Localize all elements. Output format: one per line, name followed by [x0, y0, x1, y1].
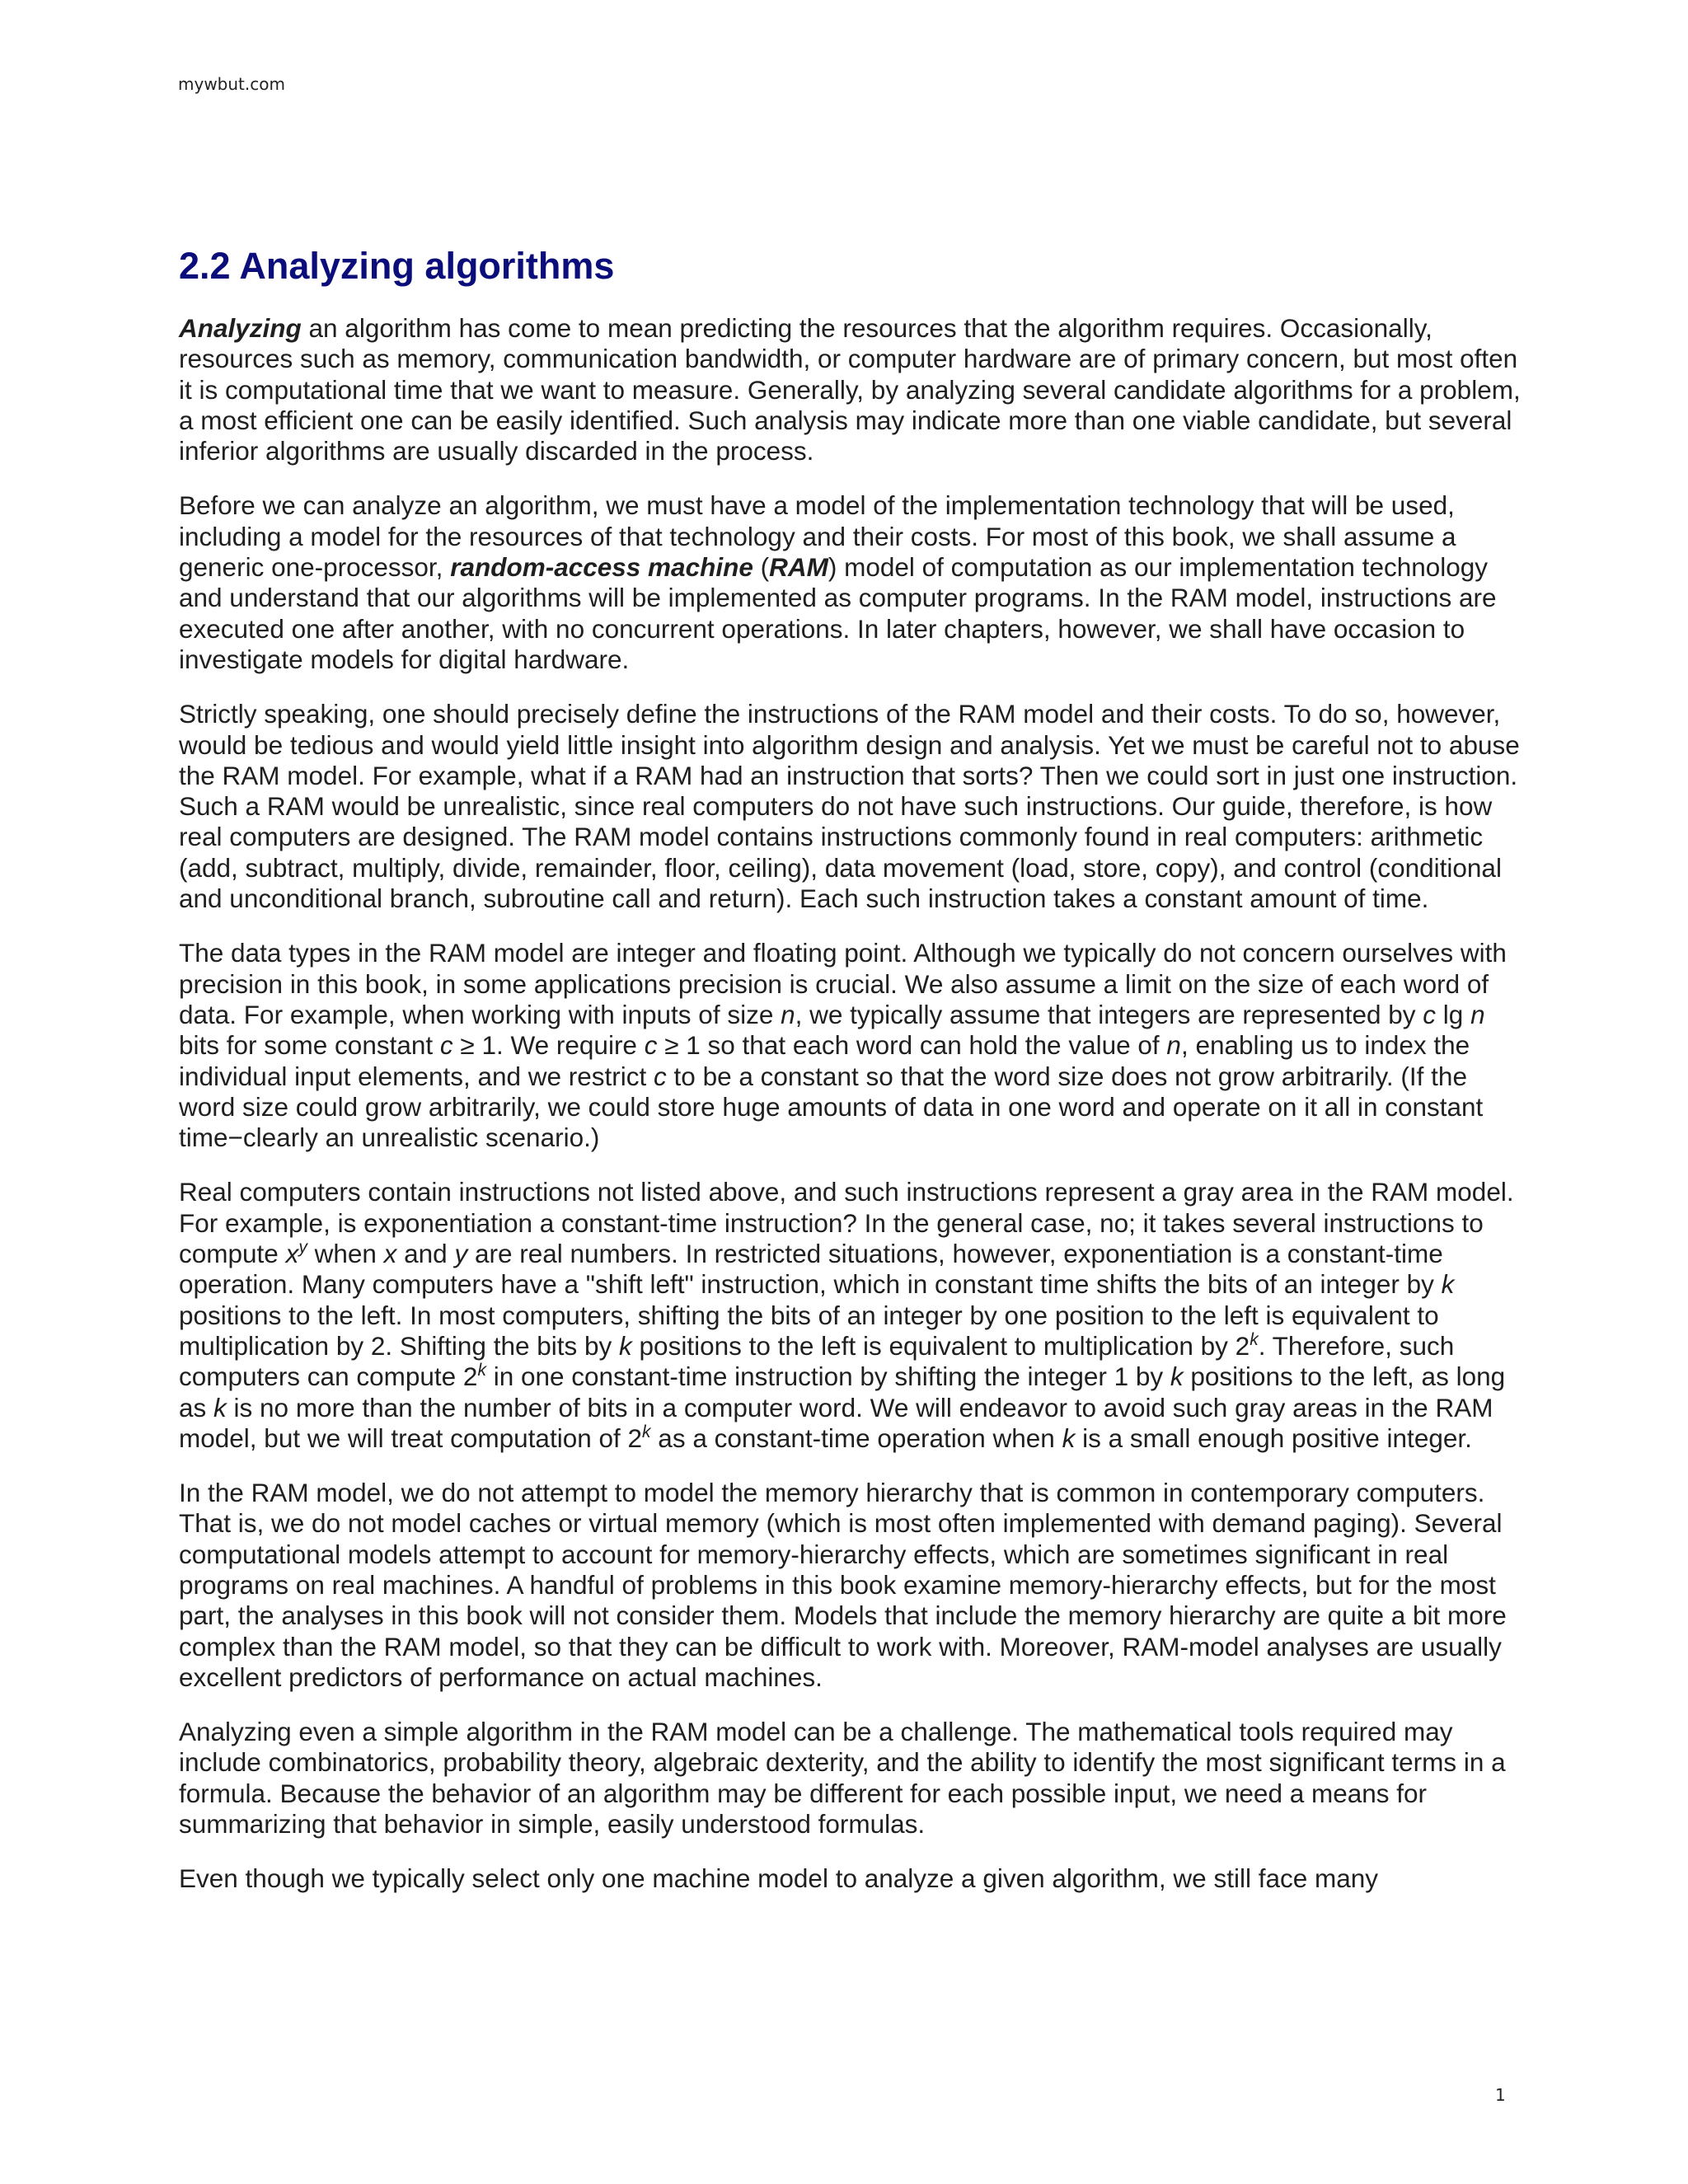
paragraph-text: positions to the left. In most computers, shifting the bits of an integer by one position to the left is equivalent to multiplication by 2. Shifting the bits by [179, 1300, 1439, 1361]
math-var: k [1441, 1269, 1455, 1300]
math-var: c [644, 1030, 658, 1061]
paragraph-memory-hierarchy: In the RAM model, we do not attempt to model the memory hierarchy that is common in contemporary computers. That is, we do not model caches or virtual memory (which is most often implemented with demand paging). Several computational models attempt to account for memory-hierarchy effects, which are sometimes significant in real programs on real machines. A handful of problems in this book examine memory-hierarchy effects, but for the most part, the analyses in this book will not consider them. Models that include the memory hierarchy are quite a bit more complex than the RAM model, so that they can be difficult to work with. Moreover, RAM-model analyses are usually excellent predictors of performance on actual machines. [179, 1478, 1507, 1692]
math-exponent: k [642, 1422, 651, 1441]
math-var: k [619, 1330, 632, 1361]
math-var: k [1170, 1361, 1184, 1392]
math-exponent: k [1250, 1329, 1259, 1349]
paragraph-text: Real computers contain instructions not listed above, and such instructions represent a gray area in the RAM model. For example, is exponentiation a constant-time instruction? In the general case, no; it takes several instructions to compute [179, 1177, 1514, 1269]
paragraph-text: and [396, 1239, 455, 1269]
paragraph-text: when [307, 1239, 384, 1269]
paragraph-ram-model [179, 490, 1524, 675]
math-var: x [285, 1239, 299, 1269]
paragraph-text: is no more than the number of bits in a computer word. We will endeavor to avoid such gray areas in the RAM model, but we will treat computation of 2 [179, 1392, 1493, 1453]
paragraph-text: ≥ 1. We require [452, 1030, 645, 1061]
term-analyzing: Analyzing [179, 313, 302, 343]
site-header: mywbut.com [178, 74, 285, 94]
paragraph-text: lg [1436, 999, 1471, 1029]
paragraph-machine-model: Even though we typically select only one machine model to analyze a given algorithm, we still face many [179, 1863, 1379, 1894]
math-var: y [454, 1239, 468, 1269]
term-ram: RAM [769, 552, 828, 583]
paragraph-text: to be a constant so that the word size does not grow arbitrarily. (If the word size could grow arbitrarily, we could store huge amounts of data in one word and operate on it all in constant time−clearly an unrealistic scenario.) [179, 1061, 1484, 1153]
term-random-access-machine: random-access machine [450, 552, 753, 583]
paragraph-analyzing [179, 313, 1524, 466]
paragraph-text: Before we can analyze an algorithm, we must have a model of the implementation technology that will be used, including a model for the resources of that technology and their costs. For most of this book, we shall assume a generic one-processor, [179, 490, 1456, 583]
paragraph-text: , enabling us to index the individual input elements, and we restrict [179, 1030, 1470, 1091]
math-exponent: k [477, 1361, 486, 1380]
paragraph-text: bits for some constant [179, 1030, 440, 1061]
page-number: 1 [1495, 2085, 1506, 2105]
math-var: c [439, 1030, 453, 1061]
paragraph-text: ) model of computation as our implementation technology and understand that our algorithms will be implemented as computer programs. In the RAM model, instructions are executed one after another, with no concurrent operations. In later chapters, however, we shall have occasion to investigate models for digital hardware. [179, 552, 1497, 674]
math-var: n [781, 999, 795, 1029]
paragraph-text: . Therefore, such computers can compute 2 [179, 1330, 1455, 1392]
paragraph-text: ( [753, 552, 770, 583]
document-content [179, 244, 1524, 1919]
math-var: k [1062, 1422, 1076, 1453]
math-var: n [1166, 1030, 1181, 1061]
paragraph-text: The data types in the RAM model are integer and floating point. Although we typically do not concern ourselves with precision in this book, in some applications precision is crucial. We also assume a limit on the size of each word of data. For example, when working with inputs of size [179, 938, 1507, 1029]
math-exponent: y [298, 1238, 307, 1258]
paragraph-text: ≥ 1 so that each word can hold the value of [657, 1030, 1167, 1061]
paragraph-data-types [179, 938, 1524, 1153]
paragraph-text: as a constant-time operation when [650, 1422, 1062, 1453]
paragraph-text: , we typically assume that integers are represented by [795, 999, 1423, 1029]
paragraph-challenge: Analyzing even a simple algorithm in the RAM model can be a challenge. The mathematical tools required may include combinatorics, probability theory, algebraic dexterity, and the ability to identify the most significant terms in a formula. Because the behavior of an algorithm may be different for each possible input, we need a means for summarizing that behavior in simple, easily understood formulas. [179, 1717, 1506, 1840]
paragraph-text: an algorithm has come to mean predicting the resources that the algorithm requires. Occasionally, resources such as memory, communication bandwidth, or computer hardware are of primary concern, but most often it is computational time that we want to measure. Generally, by analyzing several candidate algorithms for a problem, a most efficient one can be easily identified. Such analysis may indicate more than one viable candidate, but several inferior algorithms are usually discarded in the process. [179, 313, 1521, 466]
math-var: n [1470, 999, 1485, 1029]
math-var: c [1423, 999, 1437, 1029]
paragraph-gray-area [179, 1177, 1524, 1454]
paragraph-text: positions to the left is equivalent to multiplication by 2 [631, 1330, 1250, 1361]
paragraph-instructions: Strictly speaking, one should precisely define the instructions of the RAM model and their costs. To do so, however, would be tedious and would yield little insight into algorithm design and analysis. Yet we must be careful not to abuse the RAM model. For example, what if a RAM had an instruction that sorts? Then we could sort in just one instruction. Such a RAM would be unrealistic, since real computers do not have such instructions. Our guide, therefore, is how real computers are designed. The RAM model contains instructions commonly found in real computers: arithmetic (add, subtract, multiply, divide, remainder, floor, ceiling), data movement (load, store, copy), and control (conditional and unconditional branch, subroutine call and return). Each such instruction takes a constant amount of time. [179, 699, 1520, 914]
paragraph-text: positions to the left, as long as [179, 1361, 1506, 1422]
math-var: x [383, 1239, 397, 1269]
paragraph-text: are real numbers. In restricted situations, however, exponentiation is a constant-time operation. Many computers have a "shift left" instruction, which in constant time shifts the bits of an integer by [179, 1239, 1443, 1300]
math-var: k [213, 1392, 227, 1422]
math-var: c [654, 1061, 667, 1091]
paragraph-text: in one constant-time instruction by shifting the integer 1 by [485, 1361, 1170, 1392]
section-title: 2.2 Analyzing algorithms [179, 245, 615, 287]
paragraph-text: is a small enough positive integer. [1075, 1422, 1472, 1453]
